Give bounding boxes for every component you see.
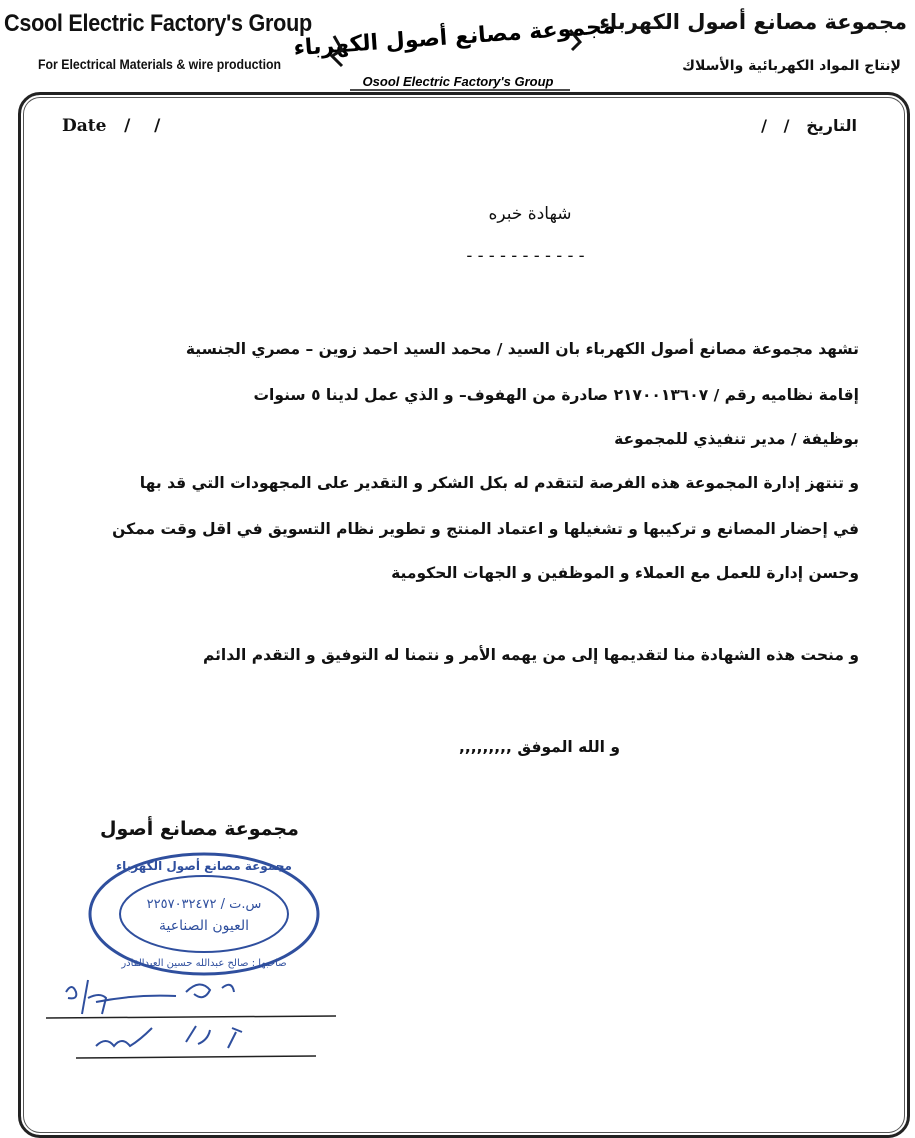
body-line-2: إقامة نظاميه رقم / ٢١٧٠٠١٣٦٠٧ صادرة من الهفوف– و الذي عمل لدينا ٥ سنوات: [253, 386, 859, 404]
company-logo: [292, 6, 617, 96]
company-stamp: [84, 848, 324, 980]
svg-text:س.ت / ٢٢٥٧٠٣٢٤٧٢: س.ت / ٢٢٥٧٠٣٢٤٧٢: [146, 897, 262, 912]
svg-text:العيون الصناعية: العيون الصناعية: [159, 918, 249, 934]
body-line-7: و منحت هذه الشهادة منا لتقديمها إلى من يهمه الأمر و نتمنا له التوفيق و التقدم الدائم: [202, 646, 859, 664]
body-line-4: و تنتهز إدارة المجموعة هذه الفرصة لتتقدم له بكل الشكر و التقدير على المجهودات التي قد بها: [139, 474, 859, 492]
handwritten-signature: [36, 962, 346, 1072]
certificate-title: شهادة خبره: [488, 204, 572, 224]
body-line-3: بوظيفة / مدير تنفيذي للمجموعة: [614, 430, 859, 448]
body-line-6: وحسن إدارة للعمل مع العملاء و الموظفين و الجهات الحكومية: [391, 564, 859, 582]
date-field-en: Date / /: [62, 116, 161, 136]
svg-text:صاحبها : صالح عبدالله حسين الع: صاحبها : صالح عبدالله حسين العبدالقادر: [121, 958, 287, 969]
signature-label: مجموعة مصانع أصول: [100, 818, 299, 840]
company-tagline-en: For Electrical Materials & wire production: [38, 56, 282, 72]
logo-arabic-text: مجموعة مصانع أصول الكهرباء: [292, 13, 617, 62]
body-line-1: تشهد مجموعة مصانع أصول الكهرباء بان السيد / محمد السيد احمد زوين – مصري الجنسية: [185, 340, 859, 358]
logo-english-text: Osool Electric Factory's Group: [362, 74, 554, 89]
company-name-ar: مجموعة مصانع أصول الكهرباء: [599, 10, 907, 34]
closing-line: و الله الموفق ,,,,,,,,,: [458, 738, 620, 756]
date-field-ar: التاريخ / /: [761, 116, 857, 135]
company-tagline-ar: لإنتاج المواد الكهربائية والأسلاك: [682, 58, 901, 74]
company-name-en: Csool Electric Factory's Group: [4, 10, 312, 37]
svg-text:مجموعة مصانع أصول الكهرباء: مجموعة مصانع أصول الكهرباء: [116, 859, 292, 873]
title-underline: -----------: [464, 246, 588, 266]
body-line-5: في إحضار المصانع و تركيبها و تشغيلها و اعتماد المنتج و تطوير نظام التسويق في اقل وقت ممكن: [112, 520, 859, 538]
